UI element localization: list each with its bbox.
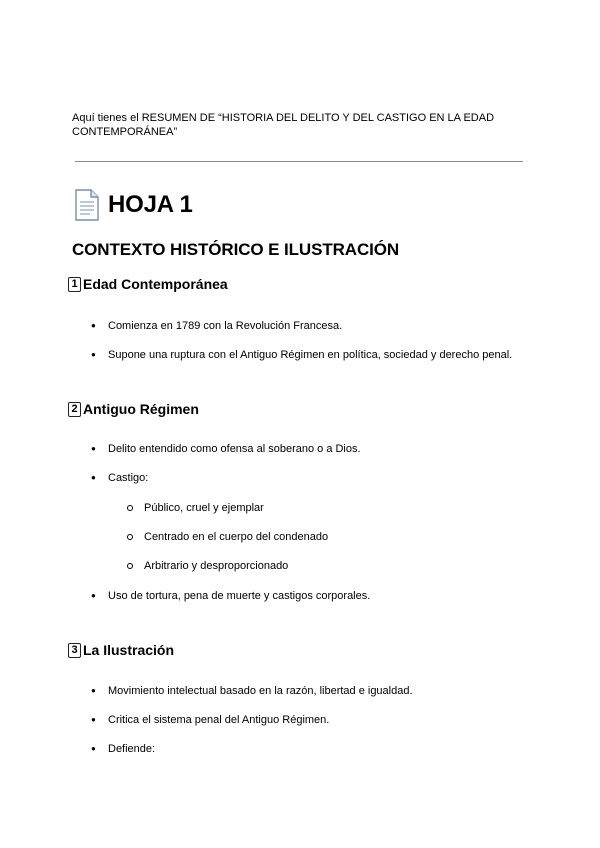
nested-list-item: Centrado en el cuerpo del condenado <box>144 530 328 544</box>
heading-text: HOJA 1 <box>108 191 193 218</box>
intro-text: Aquí tienes el RESUMEN DE “HISTORIA DEL DELITO Y DEL CASTIGO EN LA EDAD CONTEMPORÁNEA” <box>72 112 495 138</box>
list-item: ● Defiende: <box>91 743 156 755</box>
bullet-icon: ● <box>91 744 96 753</box>
list-item: ● Delito entendido como ofensa al soberano o a Dios. <box>91 443 361 455</box>
circle-bullet-icon <box>127 530 133 544</box>
list-item: ● Supone una ruptura con el Antiguo Régimen en política, sociedad y derecho penal. <box>91 349 513 361</box>
nested-list-item: Público, cruel y ejemplar <box>144 501 264 515</box>
list-item: ● Uso de tortura, pena de muerte y castigos corporales. <box>91 590 371 602</box>
list-item: ● Movimiento intelectual basado en la razón, libertad e igualdad. <box>91 685 413 697</box>
subsection-heading-3 <box>68 642 174 658</box>
subsection-heading-1 <box>68 276 228 292</box>
page-heading <box>73 188 193 222</box>
subsection-title: La Ilustración <box>83 642 175 658</box>
bullet-icon: ● <box>91 715 96 724</box>
bullet-icon: ● <box>91 321 96 330</box>
circle-bullet-icon <box>127 559 133 573</box>
horizontal-divider <box>75 161 523 162</box>
subsection-heading-2 <box>68 401 199 417</box>
bullet-icon: ● <box>91 350 96 359</box>
bullet-icon: ● <box>91 473 96 482</box>
bullet-icon: ● <box>91 591 96 600</box>
list-item: ● Comienza en 1789 con la Revolución Francesa. <box>91 320 343 332</box>
number-3-icon: 3 <box>68 643 81 658</box>
bullet-icon: ● <box>91 444 96 453</box>
circle-bullet-icon <box>127 501 133 515</box>
list-item: ● Critica el sistema penal del Antiguo Régimen. <box>91 714 330 726</box>
section-title: CONTEXTO HISTÓRICO E ILUSTRACIÓN <box>72 240 400 259</box>
subsection-title: Edad Contemporánea <box>83 276 228 292</box>
document-icon <box>73 189 100 221</box>
bullet-icon: ● <box>91 686 96 695</box>
nested-list-item: Arbitrario y desproporcionado <box>144 559 288 573</box>
number-1-icon: 1 <box>68 277 81 292</box>
number-2-icon: 2 <box>68 402 81 417</box>
list-item: ● Castigo: <box>91 472 149 484</box>
subsection-title: Antiguo Régimen <box>83 401 199 417</box>
